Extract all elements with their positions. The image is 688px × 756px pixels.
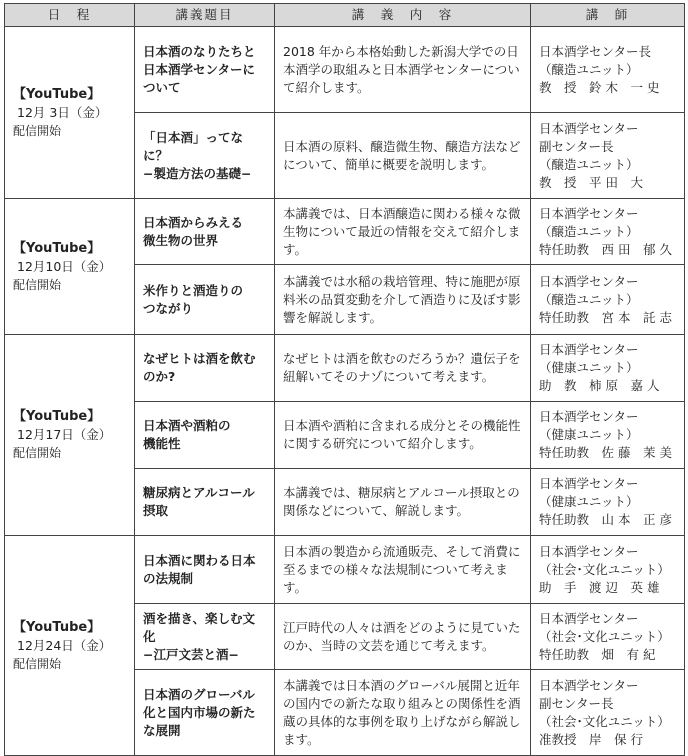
lecture-title — [135, 27, 275, 113]
title-line: −江戸文芸と酒− — [143, 646, 239, 662]
lecture-title — [135, 604, 275, 670]
lecturer-cell — [531, 335, 685, 402]
date-label: 12月10日（金） — [17, 258, 112, 274]
header-date: 日 程 — [5, 4, 135, 27]
title-line: 「日本酒」ってなに？ — [143, 129, 244, 163]
lecture-content: 本講義では、糖尿病とアルコール摂取との関係などについて、解説します。 — [275, 469, 531, 536]
lecturer-cell — [531, 402, 685, 469]
lecture-schedule-table — [4, 3, 685, 756]
lecturer-line: （社会･文化ユニット） — [539, 713, 670, 729]
date-label: 12月 3日（金） — [17, 104, 108, 120]
lecture-content: 本講義では日本酒のグローバル展開と近年の国内での新たな取り組みとの関係性を酒蔵の具体的な事例を取り上げながら解説します。 — [275, 670, 531, 756]
date-label: 12月24日（金） — [17, 637, 112, 653]
table-row — [5, 335, 685, 402]
title-line: なぜヒトは酒を飲む — [143, 351, 256, 366]
lecture-title — [135, 670, 275, 756]
header-lecturer: 講 師 — [531, 4, 685, 27]
title-line: 日本酒からみえる — [143, 214, 244, 230]
lecture-title — [135, 113, 275, 199]
title-line: 糖尿病とアルコール — [143, 485, 255, 500]
status-label: 配信開始 — [13, 123, 62, 138]
date-label: 12月17日（金） — [17, 427, 112, 442]
lecturer-line: （社会･文化ユニット） — [539, 628, 670, 644]
title-line: な展開 — [143, 722, 181, 738]
lecturer-line: 教 授 鈴 木 一 史 — [539, 79, 660, 95]
lecturer-line: （醸造ユニット） — [539, 223, 639, 239]
lecturer-line: 特任助教 佐 藤 茉 美 — [539, 445, 672, 460]
title-line: 機能性 — [143, 436, 181, 451]
lecturer-cell — [531, 199, 685, 265]
lecturer-cell — [531, 113, 685, 199]
lecture-content: 江戸時代の人々は酒をどのように見ていたのか、当時の文芸を通じて考えます。 — [275, 604, 531, 670]
lecturer-line: 准教授 岸 保 行 — [539, 731, 643, 747]
date-cell — [5, 536, 135, 756]
status-label: 配信開始 — [13, 446, 62, 460]
lecturer-line: （醸造ユニット） — [539, 156, 639, 172]
lecture-title — [135, 265, 275, 335]
table-row — [5, 27, 685, 113]
lecturer-line: 日本酒学センター長 — [539, 43, 652, 59]
lecturer-cell — [531, 604, 685, 670]
title-line: の法規制 — [143, 570, 194, 586]
lecturer-line: （醸造ユニット） — [539, 291, 639, 307]
status-label: 配信開始 — [13, 656, 62, 671]
title-line: 米作りと酒造りの — [143, 282, 244, 298]
lecture-content: 本講義では、日本酒醸造に関わる様々な微生物について最近の情報を交えて紹介します。 — [275, 199, 531, 265]
lecturer-line: 特任助教 西 田 郁 久 — [539, 241, 672, 257]
title-line: 日本酒や酒粕の — [143, 418, 231, 433]
platform-label: 【YouTube】 — [13, 619, 101, 635]
title-line: 酒を描き、楽しむ文化 — [143, 610, 256, 644]
lecturer-line: 教 授 平 田 大 — [539, 174, 643, 190]
title-line: 化と国内市場の新た — [143, 704, 256, 720]
lecturer-line: 特任助教 山 本 正 彦 — [539, 512, 672, 527]
date-cell — [5, 199, 135, 335]
title-line: 日本酒のなりたちと — [143, 43, 256, 59]
lecturer-line: 特任助教 宮 本 託 志 — [539, 309, 672, 325]
lecture-title — [135, 536, 275, 604]
lecture-title — [135, 402, 275, 469]
platform-label: 【YouTube】 — [13, 86, 101, 102]
platform-label: 【YouTube】 — [13, 409, 101, 424]
lecturer-line: 日本酒学センター — [539, 205, 639, 221]
date-cell — [5, 27, 135, 199]
lecture-content: 本講義では水稲の栽培管理、特に施肥が原料米の品質変動を介して酒造りに及ぼす影響を解説します。 — [275, 265, 531, 335]
lecturer-line: 助 手 渡 辺 英 雄 — [539, 579, 660, 595]
lecturer-line: 日本酒学センター — [539, 409, 639, 424]
lecturer-line: （醸造ユニット） — [539, 61, 639, 77]
lecturer-line: （健康ユニット） — [539, 494, 639, 509]
title-line: 日本酒に関わる日本 — [143, 552, 256, 568]
lecturer-line: 日本酒学センター — [539, 120, 639, 136]
date-cell — [5, 335, 135, 536]
title-line: つながり — [143, 300, 194, 316]
lecturer-cell — [531, 670, 685, 756]
lecture-content: 日本酒の製造から流通販売、そして消費に至るまでの様々な法規制について考えます。 — [275, 536, 531, 604]
lecture-title — [135, 199, 275, 265]
lecture-content: 日本酒の原料、醸造微生物、醸造方法などについて、簡単に概要を説明します。 — [275, 113, 531, 199]
lecturer-line: 副センター長 — [539, 138, 614, 154]
title-line: 日本酒のグローバル — [143, 686, 255, 702]
lecturer-cell — [531, 265, 685, 335]
title-line: −製造方法の基礎− — [143, 165, 252, 181]
header-content: 講 義 内 容 — [275, 4, 531, 27]
lecturer-cell — [531, 536, 685, 604]
lecture-title — [135, 335, 275, 402]
lecturer-line: 日本酒学センター — [539, 273, 639, 289]
title-line: 摂取 — [143, 503, 169, 518]
lecturer-line: 副センター長 — [539, 695, 614, 711]
lecture-content: 日本酒や酒粕に含まれる成分とその機能性に関する研究について紹介します。 — [275, 402, 531, 469]
header-row — [5, 4, 685, 27]
lecturer-line: 日本酒学センター — [539, 610, 639, 626]
header-title: 講義題目 — [135, 4, 275, 27]
status-label: 配信開始 — [13, 277, 62, 292]
lecturer-line: 日本酒学センター — [539, 677, 639, 693]
title-line: 微生物の世界 — [143, 232, 219, 248]
lecturer-line: 助 教 柿 原 嘉 人 — [539, 378, 660, 393]
lecture-content: 2018 年から本格始動した新潟大学での日本酒学の取組みと日本酒学センターについて紹介します。 — [275, 27, 531, 113]
lecturer-line: 特任助教 畑 有 紀 — [539, 646, 656, 662]
title-line: ついて — [143, 79, 181, 95]
lecturer-line: 日本酒学センター — [539, 543, 639, 559]
title-line: のか? — [143, 369, 176, 384]
table-row — [5, 199, 685, 265]
title-line: 日本酒学センターに — [143, 61, 256, 77]
table-row — [5, 536, 685, 604]
lecturer-line: 日本酒学センター — [539, 342, 639, 357]
lecturer-line: （社会･文化ユニット） — [539, 561, 670, 577]
lecturer-cell — [531, 469, 685, 536]
lecture-content: なぜヒトは酒を飲むのだろうか？遺伝子を紐解いてそのナゾについて考えます。 — [275, 335, 531, 402]
lecturer-cell — [531, 27, 685, 113]
lecturer-line: （健康ユニット） — [539, 427, 639, 442]
lecture-title — [135, 469, 275, 536]
lecturer-line: 日本酒学センター — [539, 476, 639, 491]
lecturer-line: （健康ユニット） — [539, 360, 639, 375]
platform-label: 【YouTube】 — [13, 240, 101, 256]
